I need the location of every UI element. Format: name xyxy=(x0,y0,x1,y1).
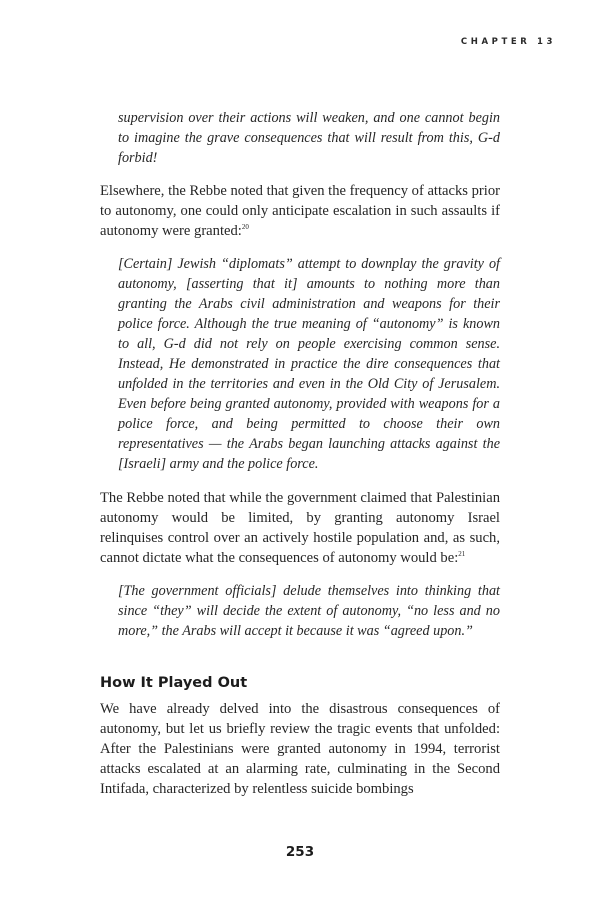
running-head: CHAPTER 13 xyxy=(460,37,556,47)
section-heading: How It Played Out xyxy=(100,675,248,691)
body-paragraph xyxy=(100,181,500,241)
footnote-marker: 20 xyxy=(241,223,249,232)
block-quote: [Certain] Jewish “diplomats” attempt to downplay the gravity of autonomy, [asserting that it] amounts to nothing more than granting the Arabs civil administration and weapons for their police force. Although the true meaning of “autonomy” is known to all, G-d did not rely on people exercising common sense. Instead, He demonstrated in practice the dire consequences that unfolded in the territories and even in the Old City of Jerusalem. Even before being granted autonomy, provided with weapons for a police force, and being permitted to choose their own representatives — the Arabs began launching attacks against the [Israeli] army and the police force. xyxy=(118,256,500,472)
block-quote: supervision over their actions will weaken, and one cannot begin to imagine the grave consequences that will result from this, G-d forbid! xyxy=(118,110,500,166)
block-quote: [The government officials] delude themselves into thinking that since “they” will decide the extent of autonomy, “no less and no more,” the Arabs will accept it because it was “agreed upon.” xyxy=(118,583,500,639)
body-paragraph xyxy=(100,488,500,568)
footnote-marker: 21 xyxy=(458,550,466,559)
page-content xyxy=(100,108,500,799)
paragraph-text: The Rebbe noted that while the government claimed that Palestinian autonomy would be limited, by granting autonomy Israel relinquises control over an actively hostile population and, as such, cannot dictate what the consequences of autonomy would be: xyxy=(100,490,500,566)
body-paragraph: We have already delved into the disastrous consequences of autonomy, but let us briefly review the tragic events that unfolded: After the Palestinians were granted autonomy in 1994, terrorist attacks escalated at an alarming rate, culminating in the Second Intifada, characterized by relentless suicide bombings xyxy=(100,701,500,797)
paragraph-text: Elsewhere, the Rebbe noted that given the frequency of attacks prior to autonomy, one could only anticipate escalation in such assaults if autonomy were granted: xyxy=(100,183,500,239)
page-number: 253 xyxy=(285,844,315,860)
